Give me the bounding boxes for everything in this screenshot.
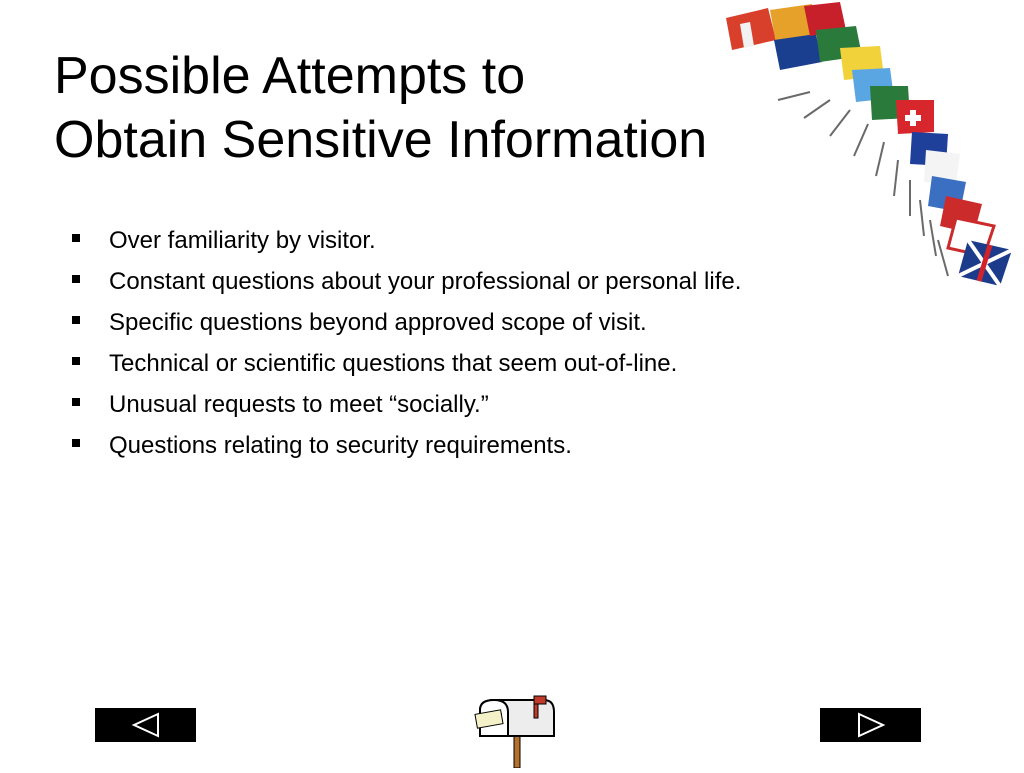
slide-title-line-1: Possible Attempts to (54, 47, 526, 105)
next-slide-button[interactable] (820, 708, 921, 742)
bullet-text: Technical or scientific questions that seem out-of-line. (109, 350, 678, 377)
bullet-item (72, 384, 741, 425)
bullet-item (72, 425, 741, 466)
bullet-text: Constant questions about your professional or personal life. (109, 268, 742, 295)
square-bullet-icon (72, 234, 80, 242)
square-bullet-icon (72, 439, 80, 447)
bullet-text: Over familiarity by visitor. (109, 227, 376, 254)
mailbox-icon (474, 694, 560, 768)
bullet-text: Questions relating to security requirements. (109, 432, 572, 459)
previous-triangle-icon (131, 712, 161, 738)
next-triangle-icon (856, 712, 886, 738)
square-bullet-icon (72, 275, 80, 283)
square-bullet-icon (72, 316, 80, 324)
slide-title (54, 44, 707, 172)
bullet-item (72, 302, 741, 343)
bullet-text: Specific questions beyond approved scope of visit. (109, 309, 647, 336)
square-bullet-icon (72, 357, 80, 365)
bullet-item (72, 261, 741, 302)
world-flags-icon (720, 0, 1024, 300)
bullet-text: Unusual requests to meet “socially.” (109, 391, 489, 418)
bullet-list (72, 220, 741, 466)
bullet-item (72, 220, 741, 261)
bullet-item (72, 343, 741, 384)
slide-title-line-2: Obtain Sensitive Information (54, 111, 708, 169)
mailbox-button[interactable] (474, 694, 560, 768)
square-bullet-icon (72, 398, 80, 406)
previous-slide-button[interactable] (95, 708, 196, 742)
